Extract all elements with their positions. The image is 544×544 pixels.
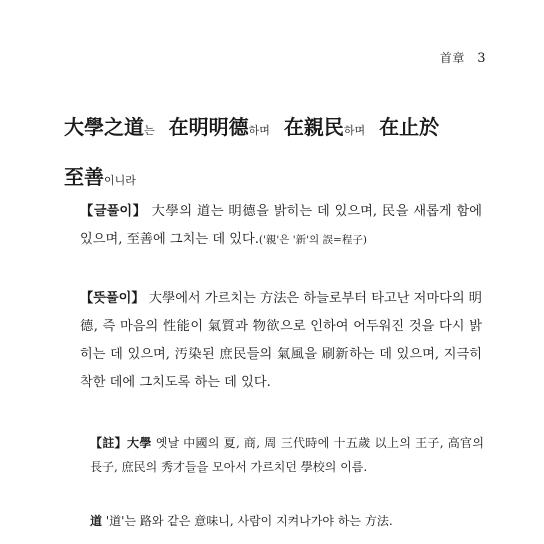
translation-label: 【글풀이】 (80, 204, 147, 219)
note-daehak (90, 431, 484, 479)
verse-phrase-2: 在明明德 (168, 115, 249, 139)
verse-phrase-5: 至善 (64, 165, 104, 189)
page-number: 3 (477, 51, 486, 66)
original-verse (64, 104, 494, 204)
note-do (90, 509, 484, 533)
note-text: 옛날 中國의 夏, 商, 周 三代時에 十五歲 以上의 王子, 高官의 長子, 庶民의 秀才들을 모아서 가르치던 學校의 이름. (90, 436, 484, 474)
translation-text: 大學의 道는 明德을 밝히는 데 있으며, 民을 새롭게 함에 있으며, 至善에 그치는 데 있다. (80, 204, 482, 247)
note-label: 【註】大學 (90, 436, 152, 450)
note-label: 道 (90, 514, 103, 528)
explanation-paragraph (80, 285, 482, 397)
note-text: '道'는 路와 같은 意味니, 사람이 지켜나가야 하는 方法. (105, 514, 393, 528)
translation-paragraph (80, 198, 482, 254)
section-title: 首章 (439, 51, 465, 65)
verse-phrase-1: 大學之道 (64, 115, 144, 139)
translation-note: ('親'은 '新'의 誤=程子) (258, 234, 367, 246)
explanation-label: 【뜻풀이】 (80, 291, 145, 306)
verse-suffix-1: 는 (144, 124, 155, 137)
page-header (440, 49, 486, 66)
verse-phrase-4: 在止於 (379, 115, 440, 139)
verse-phrase-3: 在親民 (283, 115, 344, 139)
explanation-text: 大學에서 가르치는 方法은 하늘로부터 타고난 저마다의 明德, 즉 마음의 性能이 氣質과 物欲으로 인하여 어두워진 것을 다시 밝히는 데 있으며, 汚染된 庶民들의 氣風을 刷新하는 데 있으며, 지극히 착한 데에 그치도록 하는 데 있다. (80, 291, 482, 390)
verse-suffix-3: 하며 (343, 124, 366, 137)
verse-suffix-2: 하며 (248, 124, 270, 137)
verse-suffix-5: 이니라 (104, 174, 136, 187)
